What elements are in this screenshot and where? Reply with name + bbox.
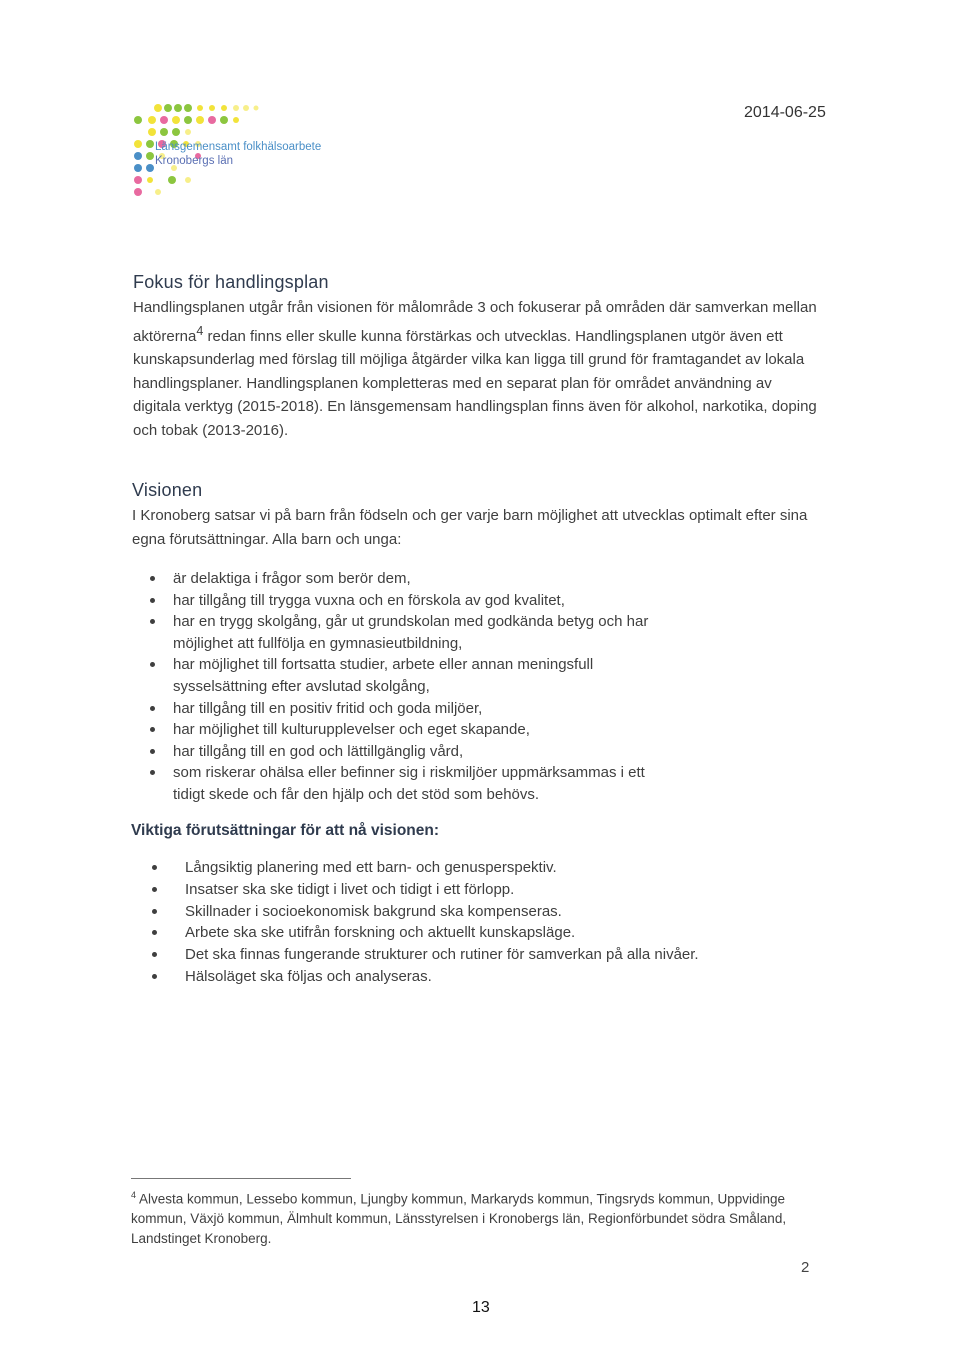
footnote-number: 4 [131,1190,137,1200]
bullet-icon [150,749,155,754]
list-item [150,762,650,805]
paragraph-text-part-2: redan finns eller skulle kunna förstärkas och utvecklas. Handlingsplanen utgör även ett kunskapsunderlag med förslag till möjliga åtgärder vilka kan ligga till grund för framtagandet av lokala handlingsplaner. Handlingsplanen kompletteras med en separat plan för området användning av digitala verktyg (2015-2018). En länsgemensam handlingsplan finns även för alkohol, narkotika, doping och tobak (2013-2016). [133,327,817,439]
list-item-text: Insatser ska ske tidigt i livet och tidigt i ett förlopp. [185,880,515,898]
list-item-text: har tillgång till en positiv fritid och goda miljöer, [173,699,483,717]
list-item-text: Skillnader i socioekonomisk bakgrund ska kompenseras. [185,902,562,920]
bullet-icon [150,619,155,624]
logo-line-1: Länsgemensamt folkhälsoarbete [155,141,322,153]
section-paragraph-fokus [133,296,823,443]
bullet-icon [152,952,157,957]
list-item [152,879,792,901]
list-item-text: har en trygg skolgång, går ut grundskolan med godkända betyg och har möjlighet att fullfölja en gymnasieutbildning, [173,613,649,652]
pdf-page-number: 13 [472,1299,490,1316]
bullet-icon [152,865,157,870]
list-item [152,944,792,966]
bullet-icon [150,706,155,711]
prerequisites-bullet-list [152,857,792,988]
paragraph-text-part-1: Handlingsplanen utgår från visionen för målområde 3 och fokuserar på områden där samverkan mellan aktörerna [133,299,817,345]
bullet-icon [150,662,155,667]
document-date: 2014-06-25 [744,104,826,121]
list-item-text: är delaktiga i frågor som berör dem, [173,570,411,587]
list-item [150,568,650,590]
list-item [150,590,650,612]
list-item [150,719,650,741]
list-item [152,922,792,944]
list-item [150,698,650,720]
list-item-text: som riskerar ohälsa eller befinner sig i riskmiljöer uppmärksammas i ett tidigt skede och får den hjälp och det stöd som behövs. [173,764,645,803]
list-item-text: har tillgång till en god och lättillgänglig vård, [173,742,464,760]
list-item-text: Hälsoläget ska följas och analyseras. [185,967,432,985]
section-heading-forutsattningar: Viktiga förutsättningar för att nå visionen: [131,822,440,839]
footnote-reference: 4 [196,323,204,338]
bullet-icon [150,770,155,775]
section-heading-visionen: Visionen [132,480,203,500]
footnote-divider [131,1178,351,1179]
bullet-icon [152,887,157,892]
list-item-text: Det ska finnas fungerande strukturer och rutiner för samverkan på alla nivåer. [185,946,699,964]
section-heading-fokus: Fokus för handlingsplan [133,272,329,292]
logo-text [155,140,321,168]
section-paragraph-visionen: I Kronoberg satsar vi på barn från födseln och ger varje barn möjlighet att utvecklas optimalt efter sina egna förutsättningar. Alla barn och unga: [132,507,808,548]
bullet-icon [152,930,157,935]
list-item-text: har tillgång till trygga vuxna och en förskola av god kvalitet, [173,591,565,609]
list-item-text: Arbete ska ske utifrån forskning och aktuellt kunskapsläge. [185,924,576,942]
vision-bullet-list [150,568,650,806]
list-item [150,654,650,697]
list-item [150,741,650,763]
bullet-icon [150,727,155,732]
list-item-text: Långsiktig planering med ett barn- och genusperspektiv. [185,859,557,876]
list-item [152,901,792,923]
footnote-text: Alvesta kommun, Lessebo kommun, Ljungby kommun, Markaryds kommun, Tingsryds kommun, Uppvidinge kommun, Växjö kommun, Älmhult kommun, Länsstyrelsen i Kronobergs län, Regionförbundet södra Småland, Landstinget Kronoberg. [131,1191,787,1246]
list-item-text: har möjlighet till fortsatta studier, arbete eller annan meningsfull sysselsättning efter avslutad skolgång, [173,656,594,695]
bullet-icon [152,974,157,979]
footnote [131,1186,811,1248]
bullet-icon [152,909,157,914]
list-item-text: har möjlighet till kulturupplevelser och eget skapande, [173,721,530,739]
list-item [150,611,650,654]
logo-line-2: Kronobergs län [155,155,233,167]
list-item [152,857,792,879]
document-page-number: 2 [801,1259,810,1276]
list-item [152,966,792,988]
bullet-icon [150,576,155,581]
bullet-icon [150,598,155,603]
